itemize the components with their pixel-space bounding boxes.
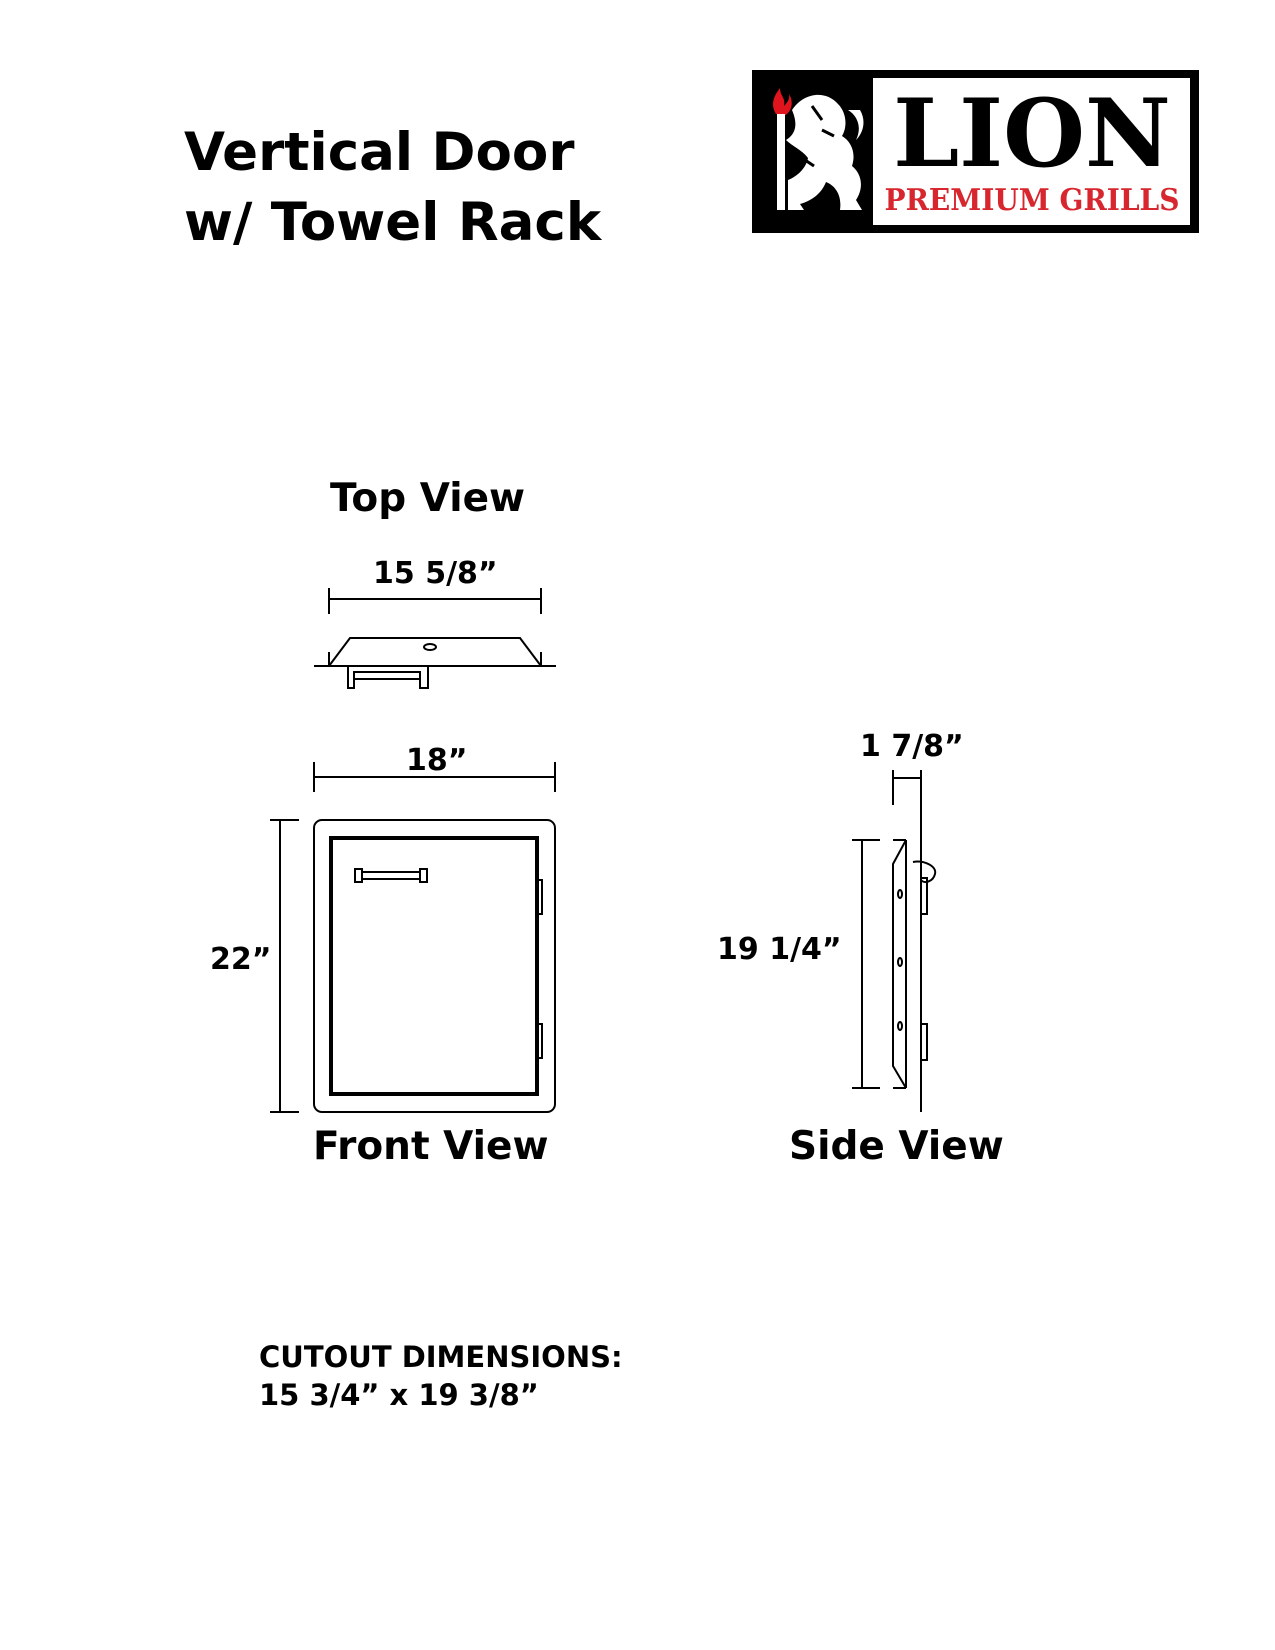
towel-rack-mount-right (420, 869, 427, 882)
front-view-label: Front View (313, 1124, 549, 1169)
side-hinge-top (921, 878, 927, 914)
front-view-frame (314, 820, 555, 1112)
cutout-heading: CUTOUT DIMENSIONS: (259, 1340, 623, 1374)
cutout-value: 15 3/4” x 19 3/8” (259, 1378, 539, 1412)
side-view-drawing (852, 770, 935, 1112)
logo-brand-text: LION (893, 79, 1171, 189)
side-view-depth-dim: 1 7/8” (860, 729, 964, 764)
side-view-label: Side View (789, 1124, 1004, 1169)
top-view-door-profile (329, 638, 541, 666)
side-hinge-bottom (921, 1024, 927, 1060)
logo-tagline-text: PREMIUM GRILLS (884, 183, 1180, 218)
title-line-1: Vertical Door (184, 122, 575, 183)
top-view-drawing (314, 588, 556, 688)
top-view-towel-rack (348, 666, 428, 688)
cutout-dimensions (259, 1338, 623, 1414)
towel-rack-mount-left (355, 869, 362, 882)
top-view-latch-hole (424, 644, 436, 650)
top-view-width-dim: 15 5/8” (373, 556, 498, 591)
side-view-door-profile (893, 840, 906, 1088)
front-view-drawing (270, 762, 555, 1112)
towel-rack-bar (362, 872, 420, 879)
top-view-label: Top View (330, 476, 526, 521)
front-view-width-dim: 18” (406, 743, 468, 778)
side-view-height-dim: 19 1/4” (717, 932, 842, 967)
title-line-2: w/ Towel Rack (184, 192, 602, 253)
front-view-height-dim: 22” (210, 942, 272, 977)
